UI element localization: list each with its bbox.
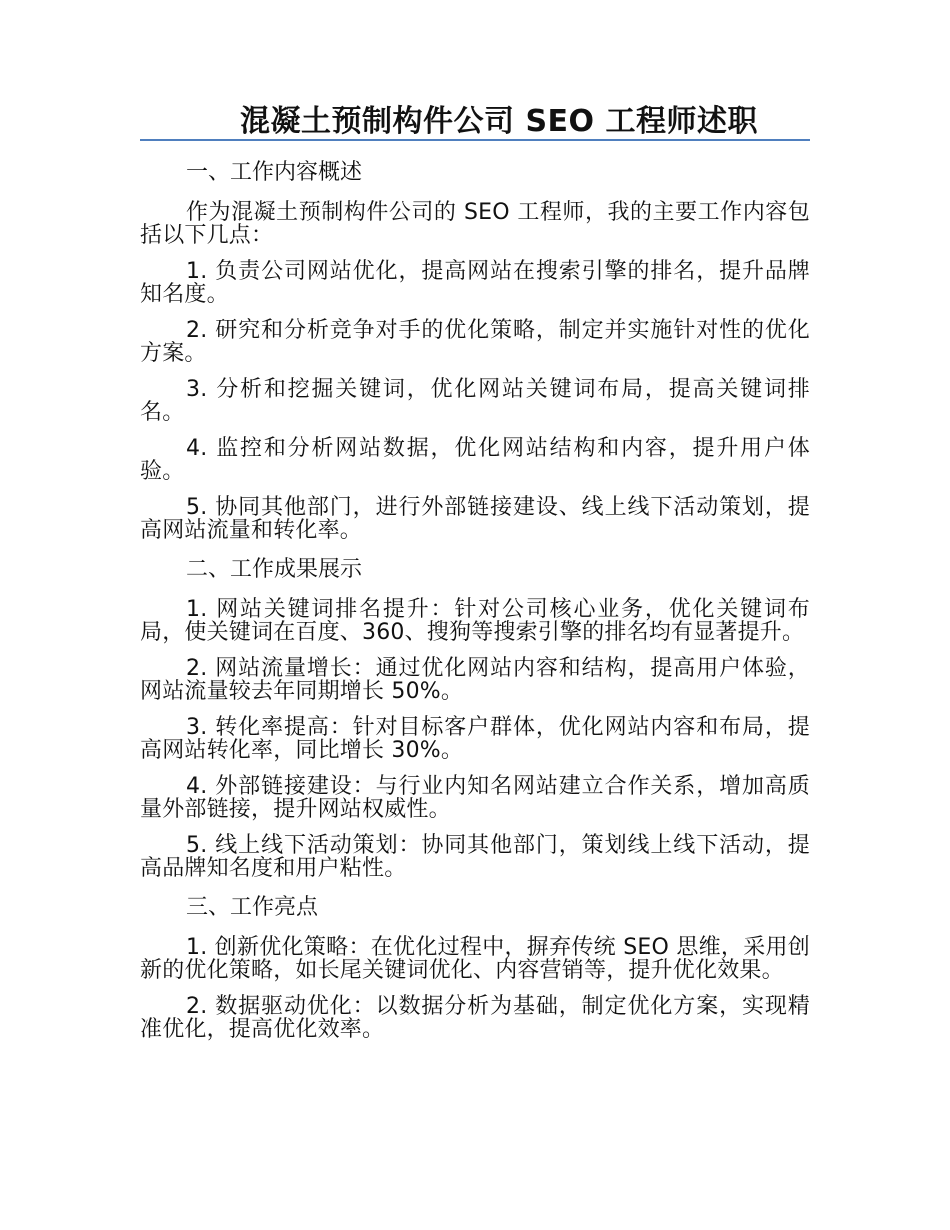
list-item: 4. 外部链接建设：与行业内知名网站建立合作关系，增加高质量外部链接，提升网站权威性。 <box>140 774 810 822</box>
list-item: 5. 线上线下活动策划：协同其他部门，策划线上线下活动，提高品牌知名度和用户粘性。 <box>140 833 810 881</box>
section-heading: 一、工作内容概述 <box>186 160 363 185</box>
document-title: 混凝土预制构件公司 SEO 工程师述职 <box>240 104 758 139</box>
list-item: 1. 创新优化策略：在优化过程中，摒弃传统 SEO 思维，采用创新的优化策略，如长尾关键词优化、内容营销等，提升优化效果。 <box>140 935 810 983</box>
title-underline <box>140 139 810 141</box>
section-heading: 二、工作成果展示 <box>186 557 363 582</box>
list-item: 3. 分析和挖掘关键词，优化网站关键词布局，提高关键词排名。 <box>140 377 810 425</box>
list-item: 4. 监控和分析网站数据，优化网站结构和内容，提升用户体验。 <box>140 436 810 484</box>
section-heading: 三、工作亮点 <box>186 895 319 920</box>
list-item: 2. 数据驱动优化：以数据分析为基础，制定优化方案，实现精准优化，提高优化效率。 <box>140 994 810 1042</box>
list-item: 1. 网站关键词排名提升：针对公司核心业务，优化关键词布局，使关键词在百度、360、搜狗等搜索引擎的排名均有显著提升。 <box>140 597 810 645</box>
document-body <box>140 158 810 1054</box>
list-item: 3. 转化率提高：针对目标客户群体，优化网站内容和布局，提高网站转化率，同比增长 30%。 <box>140 715 810 763</box>
list-item: 2. 网站流量增长：通过优化网站内容和结构，提高用户体验，网站流量较去年同期增长 50%。 <box>140 656 810 704</box>
list-item: 2. 研究和分析竞争对手的优化策略，制定并实施针对性的优化方案。 <box>140 318 810 366</box>
list-item: 1. 负责公司网站优化，提高网站在搜索引擎的排名，提升品牌知名度。 <box>140 259 810 307</box>
list-item: 5. 协同其他部门，进行外部链接建设、线上线下活动策划，提高网站流量和转化率。 <box>140 495 810 543</box>
section-intro: 作为混凝土预制构件公司的 SEO 工程师，我的主要工作内容包括以下几点： <box>140 200 810 248</box>
